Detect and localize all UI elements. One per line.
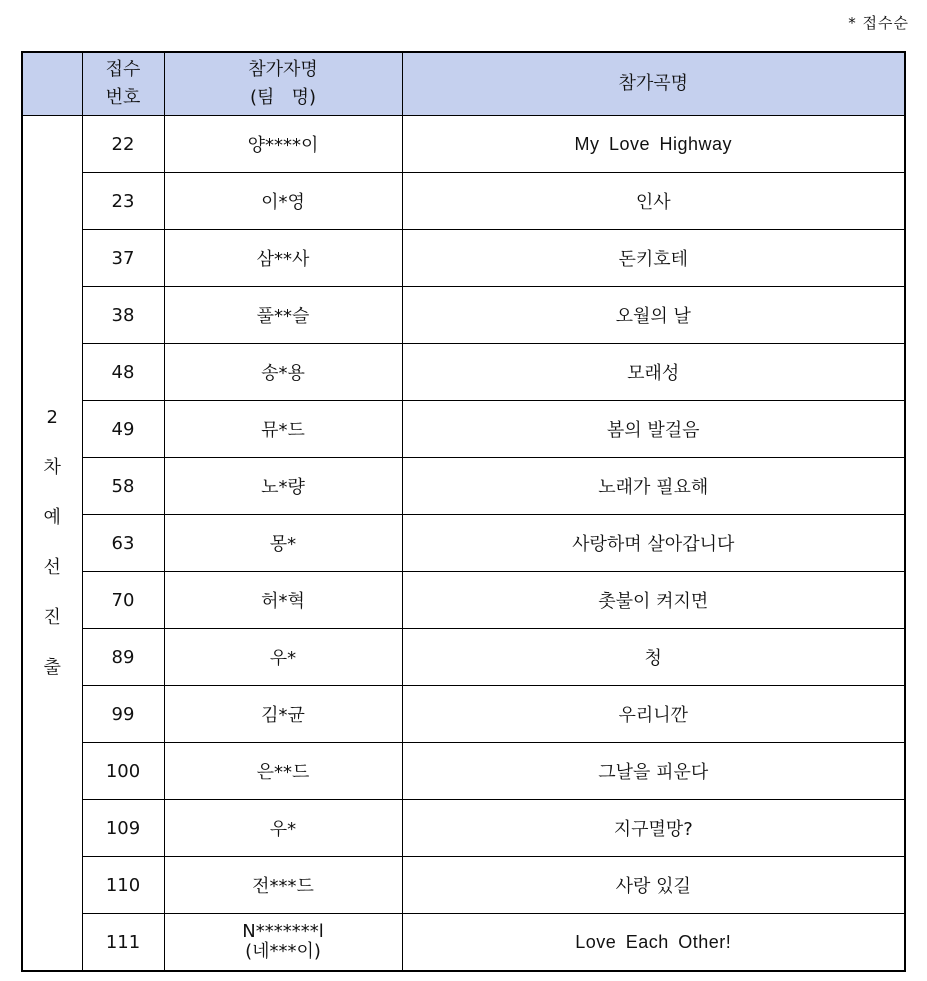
entry-number: 111 [82,914,164,972]
header-entry-number-line2: 번호 [105,87,141,108]
participant-name-line1: N*******l [242,921,324,942]
table-row [22,401,905,458]
round-label-char: 선 [43,557,61,578]
round-label-char: 진 [43,607,61,628]
participant-name: 송*용 [164,344,402,401]
song-title: 청 [402,629,905,686]
song-title: Love Each Other! [402,914,905,972]
participant-name: 김*균 [164,686,402,743]
participant-name: 허*혁 [164,572,402,629]
song-title: 인사 [402,173,905,230]
entry-number: 109 [82,800,164,857]
table-row [22,629,905,686]
table-row [22,914,905,972]
sort-note: * 접수순 [848,14,909,32]
song-title: 노래가 필요해 [402,458,905,515]
header-round-cell [22,52,82,116]
entry-number: 49 [82,401,164,458]
participant-name: 몽* [164,515,402,572]
participant-name: 은**드 [164,743,402,800]
song-title: 돈키호테 [402,230,905,287]
table-row [22,515,905,572]
table-row [22,686,905,743]
song-title: 그날을 피운다 [402,743,905,800]
participant-name: 양****이 [164,116,402,173]
table-row [22,743,905,800]
entry-number: 100 [82,743,164,800]
header-participant-name-line1: 참가자명 [248,59,318,80]
song-title: 사랑 있길 [402,857,905,914]
entry-number: 99 [82,686,164,743]
table-row [22,458,905,515]
round-label-cell [22,116,82,972]
header-song-title: 참가곡명 [402,52,905,116]
participant-name: 우* [164,629,402,686]
entry-number: 48 [82,344,164,401]
finalists-table [21,51,906,972]
round-label-char: 예 [43,507,61,528]
entry-number: 22 [82,116,164,173]
entry-number: 37 [82,230,164,287]
table-row [22,230,905,287]
header-row [22,52,905,116]
table-row [22,287,905,344]
song-title: 지구멸망? [402,800,905,857]
participant-name-line2: (네***이) [245,941,321,962]
participant-name: 삼**사 [164,230,402,287]
header-participant-name-line2: (팀 명) [250,87,316,108]
participant-name [164,914,402,972]
entry-number: 70 [82,572,164,629]
participant-name: 이*영 [164,173,402,230]
song-title: 촛불이 켜지면 [402,572,905,629]
table-row [22,173,905,230]
entry-number: 23 [82,173,164,230]
header-participant-name [164,52,402,116]
participant-name: 풀**슬 [164,287,402,344]
song-title: 우리니깐 [402,686,905,743]
table-row [22,344,905,401]
entry-number: 63 [82,515,164,572]
header-entry-number [82,52,164,116]
table-row [22,800,905,857]
entry-number: 110 [82,857,164,914]
header-entry-number-line1: 접수 [105,59,141,80]
participant-name: 뮤*드 [164,401,402,458]
song-title: 사랑하며 살아갑니다 [402,515,905,572]
round-label-char: 출 [43,657,61,678]
entry-number: 38 [82,287,164,344]
song-title: 모래성 [402,344,905,401]
entry-number: 58 [82,458,164,515]
table-row [22,572,905,629]
table-row [22,116,905,173]
participant-name: 전***드 [164,857,402,914]
table-row [22,857,905,914]
participant-name: 우* [164,800,402,857]
participant-name: 노*량 [164,458,402,515]
round-label-char: 차 [43,457,61,478]
entry-number: 89 [82,629,164,686]
song-title: 오월의 날 [402,287,905,344]
song-title: My Love Highway [402,116,905,173]
song-title: 봄의 발걸음 [402,401,905,458]
round-label-char: 2 [46,407,58,428]
